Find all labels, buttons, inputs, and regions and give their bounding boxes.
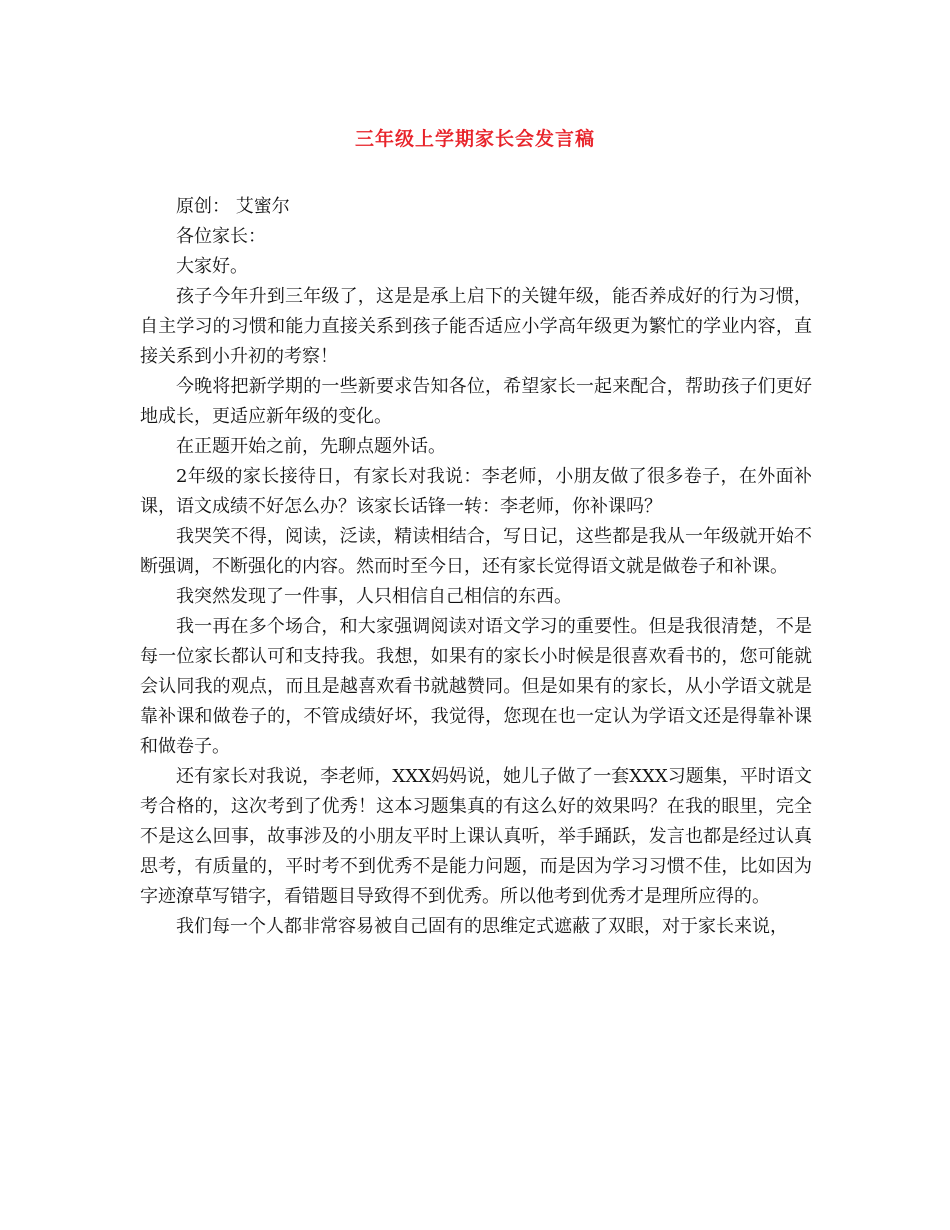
paragraph: 今晚将把新学期的一些新要求告知各位，希望家长一起来配合，帮助孩子们更好地成长，更适应新年级的变化。 xyxy=(140,376,812,427)
paragraph-greeting: 大家好。 xyxy=(176,256,248,277)
paragraph: 还有家长对我说，李老师，XXX妈妈说，她儿子做了一套XXX习题集，平时语文考合格的，这次考到了优秀！这本习题集真的有这么好的效果吗？在我的眼里，完全不是这么回事，故事涉及的小朋友平时上课认真听，举手踊跃，发言也都是经过认真思考，有质量的，平时考不到优秀不是能力问题，而是因为学习习惯不佳，比如因为字迹潦草写错字，看错题目导致得不到优秀。所以他考到优秀才是理所应得的。 xyxy=(140,766,812,907)
paragraph: 我哭笑不得，阅读，泛读，精读相结合，写日记，这些都是我从一年级就开始不断强调，不断强化的内容。然而时至今日，还有家长觉得语文就是做卷子和补课。 xyxy=(140,526,812,577)
paragraph-salutation: 各位家长： xyxy=(176,226,266,247)
paragraph: 在正题开始之前，先聊点题外话。 xyxy=(176,436,446,457)
paragraph-author: 原创： 艾蜜尔 xyxy=(176,196,290,217)
document-body xyxy=(140,192,812,942)
paragraph: 2年级的家长接待日，有家长对我说：李老师，小朋友做了很多卷子，在外面补课，语文成绩不好怎么办？该家长话锋一转：李老师，你补课吗？ xyxy=(140,466,812,517)
paragraph: 我突然发现了一件事，人只相信自己相信的东西。 xyxy=(176,586,572,607)
paragraph: 我们每一个人都非常容易被自己固有的思维定式遮蔽了双眼，对于家长来说， xyxy=(176,916,788,937)
paragraph: 孩子今年升到三年级了，这是是承上启下的关键年级，能否养成好的行为习惯，自主学习的习惯和能力直接关系到孩子能否适应小学高年级更为繁忙的学业内容，直接关系到小升初的考察！ xyxy=(140,286,812,367)
paragraph: 我一再在多个场合，和大家强调阅读对语文学习的重要性。但是我很清楚，不是每一位家长都认可和支持我。我想，如果有的家长小时候是很喜欢看书的，您可能就会认同我的观点，而且是越喜欢看书就越赞同。但是如果有的家长，从小学语文就是靠补课和做卷子的，不管成绩好坏，我觉得，您现在也一定认为学语文还是得靠补课和做卷子。 xyxy=(140,616,812,757)
document-title: 三年级上学期家长会发言稿 xyxy=(354,128,595,150)
